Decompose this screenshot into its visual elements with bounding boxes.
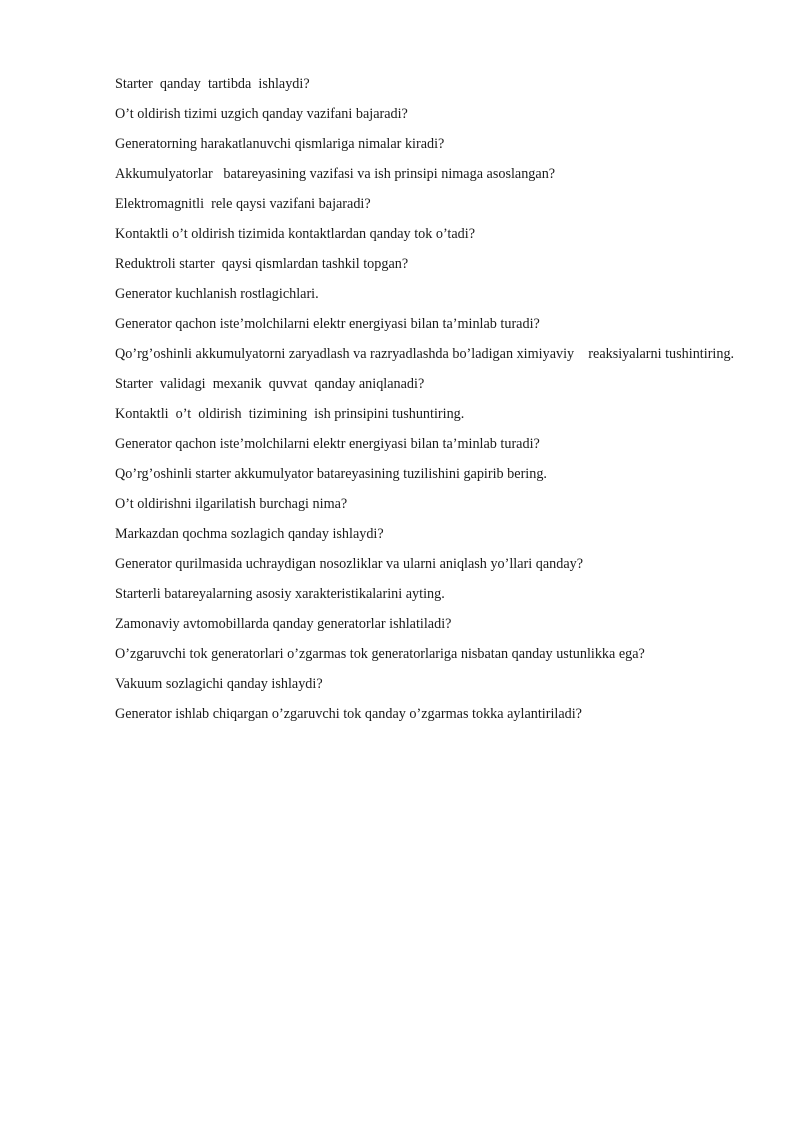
question-item: Generator qurilmasida uchraydigan nosozliklar va ularni aniqlash yo’llari qanday? (115, 556, 584, 572)
question-item: Generatorning harakatlanuvchi qismlariga nimalar kiradi? (115, 136, 445, 152)
question-list (115, 76, 743, 736)
question-item: Reduktroli starter qaysi qismlardan tashkil topgan? (115, 256, 409, 272)
question-item: Qo’rg’oshinli akkumulyatorni zaryadlash va razryadlashda bo’ladigan ximiyaviy reaksiyalarni tushintiring. (115, 346, 735, 362)
question-item: O’t oldirish tizimi uzgich qanday vazifani bajaradi? (115, 106, 408, 122)
question-item: Generator kuchlanish rostlagichlari. (115, 286, 319, 302)
question-item: Generator qachon iste’molchilarni elektr energiyasi bilan ta’minlab turadi? (115, 316, 540, 332)
question-item: Elektromagnitli rele qaysi vazifani bajaradi? (115, 196, 371, 212)
question-item: Starter validagi mexanik quvvat qanday aniqlanadi? (115, 376, 425, 392)
question-item: Qo’rg’oshinli starter akkumulyator batareyasining tuzilishini gapirib bering. (115, 466, 547, 482)
question-item: Akkumulyatorlar batareyasining vazifasi va ish prinsipi nimaga asoslangan? (115, 166, 556, 182)
question-item: Generator ishlab chiqargan o’zgaruvchi tok qanday o’zgarmas tokka aylantiriladi? (115, 706, 582, 722)
question-item: Starterli batareyalarning asosiy xarakteristikalarini ayting. (115, 586, 445, 602)
question-item: Kontaktli o’t oldirish tizimida kontaktlardan qanday tok o’tadi? (115, 226, 476, 242)
question-item: Vakuum sozlagichi qanday ishlaydi? (115, 676, 323, 692)
question-item: Markazdan qochma sozlagich qanday ishlaydi? (115, 526, 384, 542)
question-item: O’zgaruvchi tok generatorlari o’zgarmas tok generatorlariga nisbatan qanday ustunlikka ega? (115, 646, 645, 662)
question-item: O’t oldirishni ilgarilatish burchagi nima? (115, 496, 348, 512)
question-item: Zamonaviy avtomobillarda qanday generatorlar ishlatiladi? (115, 616, 452, 632)
question-item: Generator qachon iste’molchilarni elektr energiyasi bilan ta’minlab turadi? (115, 436, 540, 452)
question-item: Kontaktli o’t oldirish tizimining ish prinsipini tushuntiring. (115, 406, 465, 422)
question-item: Starter qanday tartibda ishlaydi? (115, 76, 310, 92)
